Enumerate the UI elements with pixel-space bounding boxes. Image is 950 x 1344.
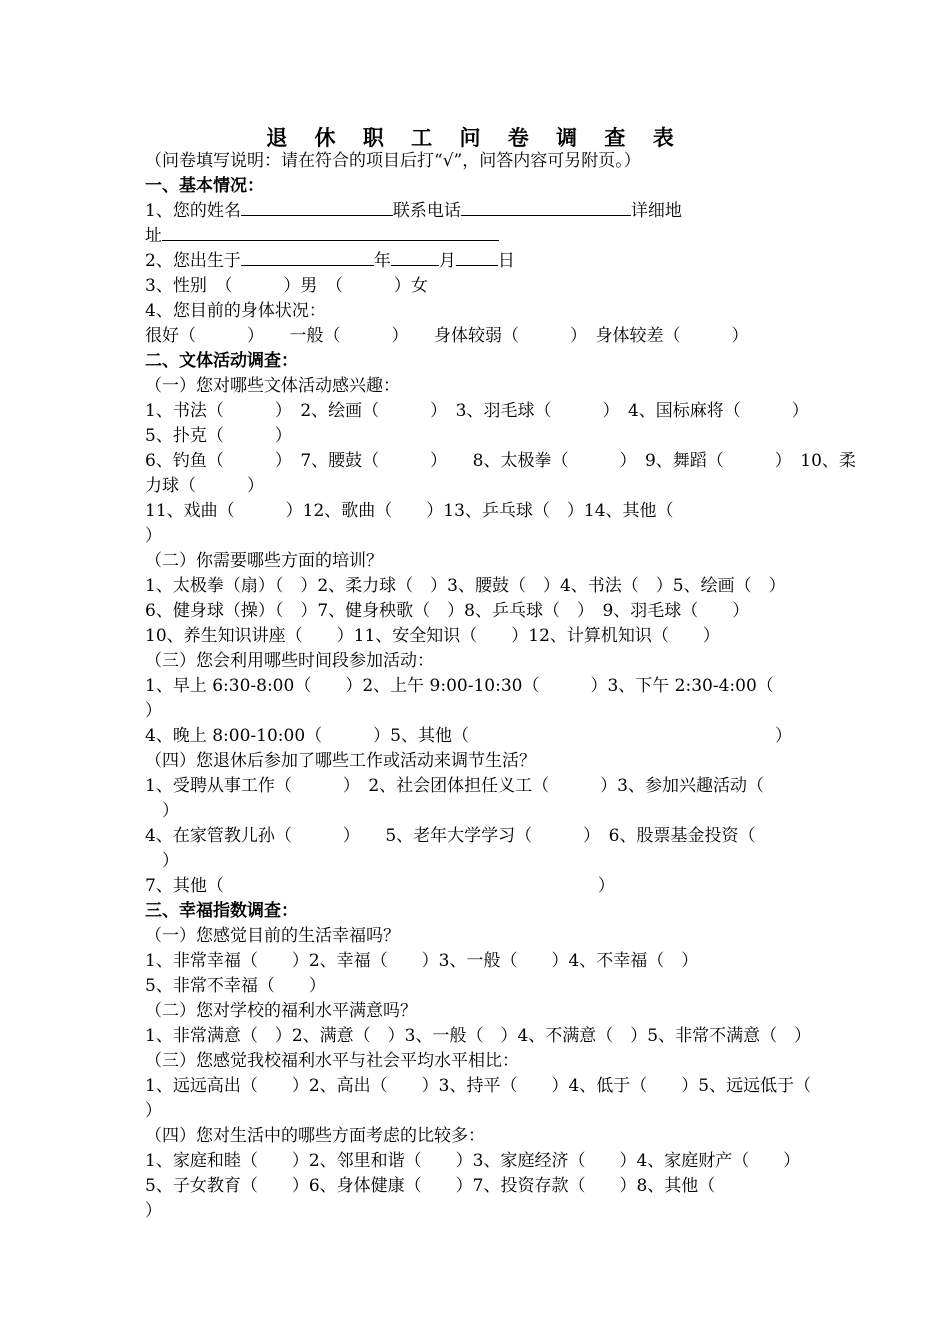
year-label: 年 xyxy=(373,251,391,271)
retirement-options-row: ） xyxy=(145,801,179,821)
gender-options[interactable]: 3、性别 （ ）男 （ ）女 xyxy=(145,276,428,296)
name-phone-line xyxy=(145,200,825,222)
address-label-end: 址 xyxy=(145,226,162,246)
name-label: 1、您的姓名 xyxy=(145,201,241,221)
welfare-question: （二）您对学校的福利水平满意吗？ xyxy=(145,1001,417,1021)
address-label-start: 详细地 xyxy=(630,201,682,221)
section-heading-activities: 二、文体活动调查： xyxy=(145,351,298,371)
address-line xyxy=(145,225,825,247)
interest-options-row[interactable]: 11、戏曲（ ）12、歌曲（ ）13、乒乓球（ ）14、其他（ xyxy=(145,501,674,521)
interest-options-row[interactable]: 5、扑克（ ） xyxy=(145,426,292,446)
happiness-options-row[interactable]: 1、非常幸福（ ）2、幸福（ ）3、一般（ ）4、不幸福（ ） xyxy=(145,951,699,971)
instructions: （问卷填写说明：请在符合的项目后打“√”，问答内容可另附页。） xyxy=(145,151,641,171)
retirement-options-row: ） xyxy=(145,851,179,871)
retirement-options-row[interactable]: 1、受聘从事工作（ ） 2、社会团体担任义工（ ）3、参加兴趣活动（ xyxy=(145,776,764,796)
interest-options-row[interactable]: 1、书法（ ） 2、绘画（ ） 3、羽毛球（ ） 4、国标麻将（ ） xyxy=(145,401,809,421)
concerns-options-row[interactable]: 1、家庭和睦（ ）2、邻里和谐（ ）3、家庭经济（ ）4、家庭财产（ ） xyxy=(145,1151,801,1171)
training-options-row[interactable]: 1、太极拳（扇）（ ）2、柔力球（ ）3、腰鼓（ ）4、书法（ ）5、绘画（ ） xyxy=(145,576,786,596)
name-field[interactable] xyxy=(241,200,393,216)
birth-day-field[interactable] xyxy=(456,250,498,266)
birth-month-field[interactable] xyxy=(391,250,439,266)
retirement-options-row[interactable]: 4、在家管教儿孙（ ） 5、老年大学学习（ ） 6、股票基金投资（ xyxy=(145,826,756,846)
happiness-question: （一）您感觉目前的生活幸福吗？ xyxy=(145,926,400,946)
birth-label: 2、您出生于 xyxy=(145,251,241,271)
time-question: （三）您会利用哪些时间段参加活动： xyxy=(145,651,434,671)
section-heading-basic: 一、基本情况： xyxy=(145,176,264,196)
comparison-options-row: ） xyxy=(145,1101,162,1121)
welfare-options-row[interactable]: 1、非常满意（ ）2、满意（ ）3、一般（ ）4、不满意（ ）5、非常不满意（ ） xyxy=(145,1026,812,1046)
interest-question: （一）您对哪些文体活动感兴趣： xyxy=(145,376,400,396)
concerns-options-row: ） xyxy=(145,1201,162,1221)
comparison-question: （三）您感觉我校福利水平与社会平均水平相比： xyxy=(145,1051,519,1071)
training-question: （二）你需要哪些方面的培训？ xyxy=(145,551,383,571)
birth-date-line xyxy=(145,250,825,272)
health-options[interactable]: 很好（ ） 一般（ ） 身体较弱（ ） 身体较差（ ） xyxy=(145,326,749,346)
month-label: 月 xyxy=(438,251,456,271)
health-question: 4、您目前的身体状况： xyxy=(145,301,326,321)
address-field[interactable] xyxy=(162,225,499,241)
phone-field[interactable] xyxy=(461,200,631,216)
retirement-activity-question: （四）您退休后参加了哪些工作或活动来调节生活？ xyxy=(145,751,536,771)
retirement-options-row[interactable]: 7、其他（ ） xyxy=(145,876,615,896)
training-options-row[interactable]: 6、健身球（操）（ ）7、健身秧歌（ ）8、乒乓球（ ） 9、羽毛球（ ） xyxy=(145,601,750,621)
concerns-question: （四）您对生活中的哪些方面考虑的比较多： xyxy=(145,1126,485,1146)
training-options-row[interactable]: 10、养生知识讲座（ ）11、安全知识（ ）12、计算机知识（ ） xyxy=(145,626,720,646)
phone-label: 联系电话 xyxy=(392,201,461,221)
time-options-row[interactable]: 1、早上 6:30-8:00（ ）2、上午 9:00-10:30（ ）3、下午 2:30-4:00（ xyxy=(145,676,774,696)
page-title: 退 休 职 工 问 卷 调 查 表 xyxy=(266,125,684,150)
time-options-row[interactable]: 4、晚上 8:00-10:00（ ）5、其他（ ） xyxy=(145,726,792,746)
happiness-options-row[interactable]: 5、非常不幸福（ ） xyxy=(145,976,326,996)
comparison-options-row[interactable]: 1、远远高出（ ）2、高出（ ）3、持平（ ）4、低于（ ）5、远远低于（ xyxy=(145,1076,812,1096)
interest-options-row[interactable]: 力球（ ） xyxy=(145,476,264,496)
birth-year-field[interactable] xyxy=(241,250,374,266)
concerns-options-row[interactable]: 5、子女教育（ ）6、身体健康（ ）7、投资存款（ ）8、其他（ xyxy=(145,1176,716,1196)
interest-options-row: ） xyxy=(145,526,162,546)
day-label: 日 xyxy=(497,251,515,271)
section-heading-happiness: 三、幸福指数调查： xyxy=(145,901,298,921)
time-options-row: ） xyxy=(145,701,162,721)
interest-options-row[interactable]: 6、钓鱼（ ） 7、腰鼓（ ） 8、太极拳（ ） 9、舞蹈（ ） 10、柔 xyxy=(145,451,856,471)
